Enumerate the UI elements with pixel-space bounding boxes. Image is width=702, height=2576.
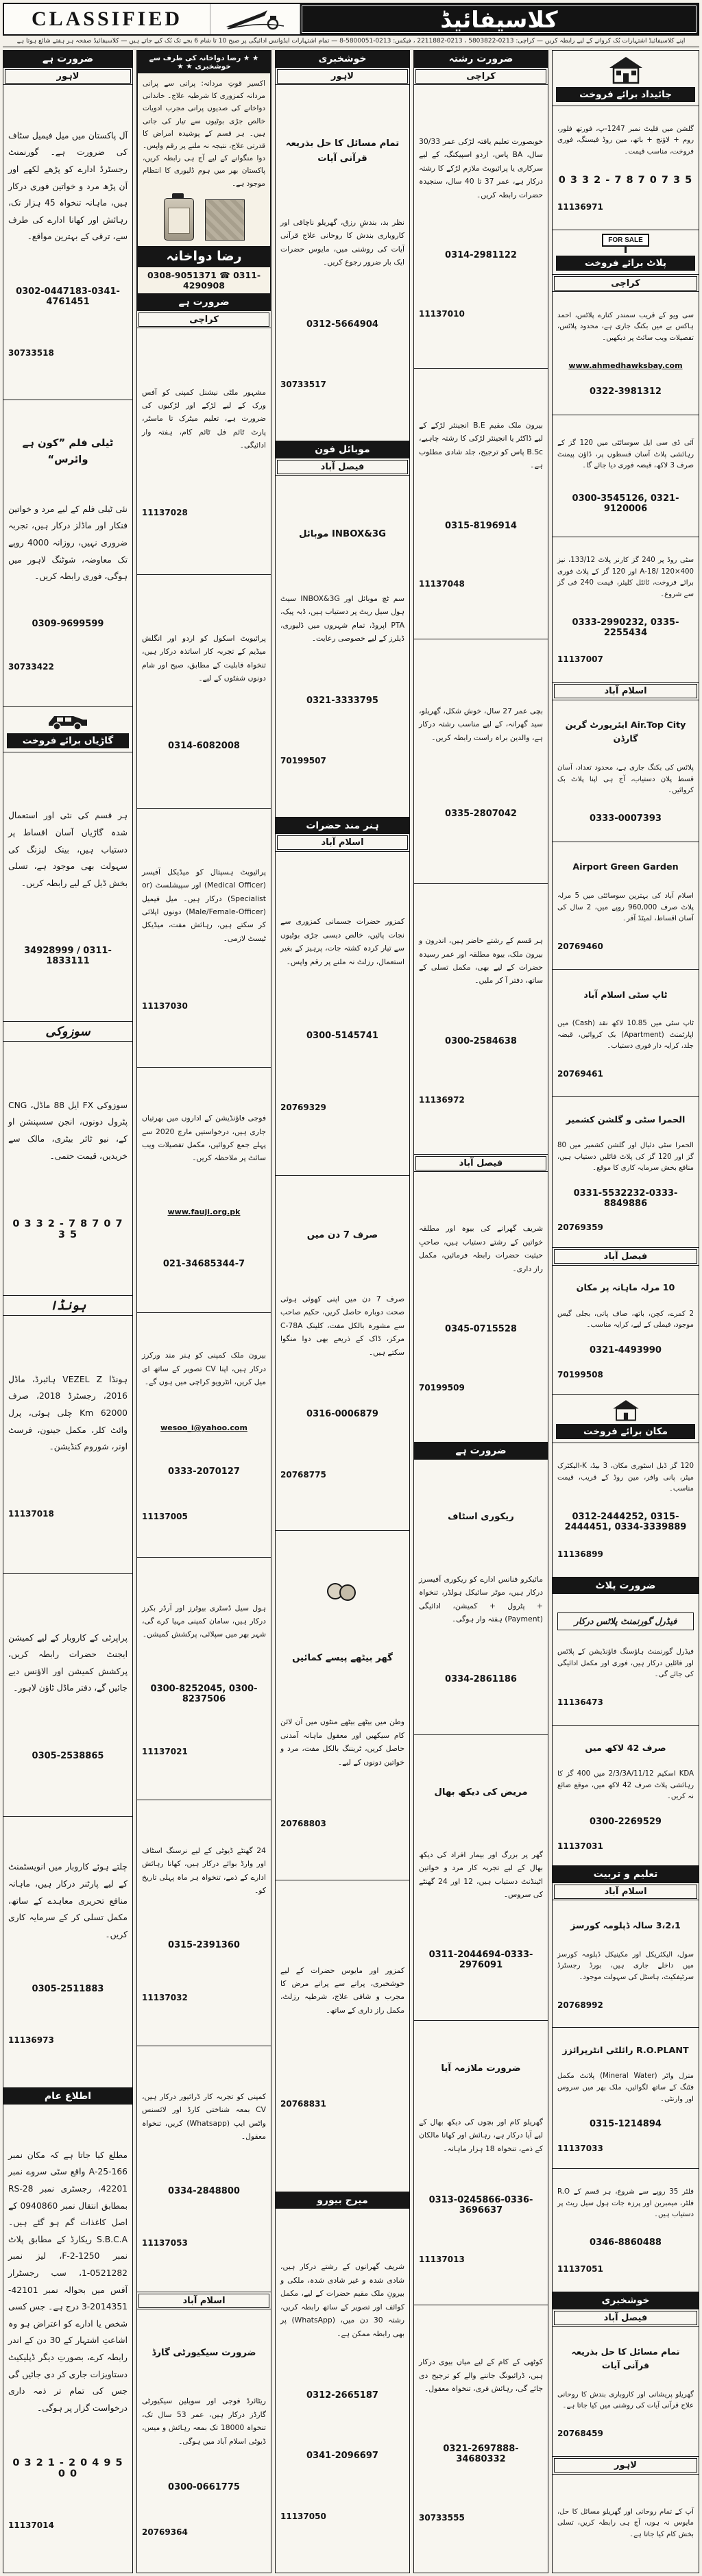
ad-phone-number: 0309-9699599 bbox=[32, 618, 104, 629]
classified-ad bbox=[3, 400, 133, 707]
ad-booking-code: 20768803 bbox=[280, 1819, 326, 1829]
column-5 bbox=[552, 50, 699, 2573]
classified-ad bbox=[275, 84, 410, 442]
ad-booking-code: 30733517 bbox=[280, 380, 326, 390]
medicine-bottle-image bbox=[164, 198, 194, 241]
classified-ad bbox=[552, 415, 699, 537]
classified-ad bbox=[413, 1459, 548, 1736]
ad-website-text: wesoo_i@yahoo.com bbox=[160, 1423, 247, 1433]
ad-body: خوبصورت تعلیم یافتہ لڑکی عمر 30/33 سال، BA پاس، اردو اسپیکنگ، کے لیے سرکاری یا پرائیویٹ ملازم لڑکے کا رشتہ درکار ہے، عمر 37 تا 40 سال، سنجیدہ حضرات رابطہ کریں۔ bbox=[419, 136, 543, 199]
column-4 bbox=[413, 50, 548, 2573]
ad-booking-code: 30733555 bbox=[419, 2513, 465, 2523]
ad-title: INBOX&3G موبائل bbox=[298, 529, 387, 540]
ad-booking-code: 11137007 bbox=[557, 654, 603, 665]
classified-ad bbox=[136, 2309, 271, 2573]
masthead bbox=[3, 3, 699, 36]
section-header: خوشخبری bbox=[552, 2292, 699, 2309]
ad-website-text: www.ahmedhawksbay.com bbox=[568, 360, 683, 370]
ad-phone-number: 0 3 3 2 - 7 8 7 0 7 3 5 bbox=[558, 174, 693, 186]
ad-phone-number: 0315-2391360 bbox=[168, 1939, 240, 1950]
ad-booking-code: 20769364 bbox=[142, 2527, 188, 2537]
ad-phone-number: 0305-2538865 bbox=[32, 1750, 104, 1761]
ad-body: سوزوکی FX ایل 88 ماڈل، CNG پٹرول دونوں، انجن سسپنشن او کے، نیو ٹائر بیٹری، مالک سے خریدیں، قیمت حتمی۔ bbox=[8, 1100, 128, 1161]
classified-ad bbox=[3, 1315, 133, 1574]
ad-body: 2 کمرے، کچن، باتھ، صاف پانی، بجلی گیس موجود، فیملی کے لیے، کرایہ مناسب۔ bbox=[557, 1310, 694, 1329]
ad-booking-code: 11137053 bbox=[142, 2238, 188, 2248]
ad-body: آپ کے تمام روحانی اور گھریلو مسائل کا حل، مایوس نہ ہوں، آج ہی رابطہ کریں، تسلی بخش کام کیا جاتا ہے۔ bbox=[557, 2507, 694, 2538]
section-header: میرج بیورو bbox=[275, 2192, 410, 2209]
ad-booking-code: 20768775 bbox=[280, 1469, 326, 1480]
ad-title: ضرورت سیکیورٹی گارڈ bbox=[152, 2347, 256, 2358]
section-header: گاڑیاں برائے فروخت bbox=[7, 733, 129, 748]
car-icon bbox=[46, 710, 90, 731]
classified-ad bbox=[136, 1312, 271, 1558]
classified-ad bbox=[3, 752, 133, 1022]
ad-booking-code: 11137021 bbox=[142, 1746, 188, 1756]
section-header: پلاٹ برائے فروخت bbox=[556, 256, 695, 271]
product-images bbox=[138, 194, 270, 246]
ad-body: ہونڈا VEZEL Z ہائبرڈ، ماڈل 2016، رجسٹرڈ 2018، صرف 62000 Km چلی ہوئی، پرل وائٹ کلر، مکمل جینون، فرسٹ اونر، شوروم کنڈیشن۔ bbox=[8, 1374, 128, 1452]
classified-ad bbox=[552, 537, 699, 683]
ad-phone-number: 0334-2848800 bbox=[168, 2185, 240, 2196]
ad-phone-number: 0333-2070127 bbox=[168, 1467, 240, 1477]
city-header: اسلام آباد bbox=[136, 2292, 271, 2310]
ad-body: گلشن میں فلیٹ نمبر 1247-پ، فورتھ فلور، روم + لاؤنج + باتھ، مین روڈ فیسنگ، فوری فروخت، مناسب قیمت۔ bbox=[557, 125, 694, 156]
ad-title: صرف 42 لاکھ میں bbox=[585, 1742, 666, 1753]
classified-ad bbox=[552, 1265, 699, 1395]
ad-booking-code: 30733422 bbox=[8, 662, 54, 672]
ad-body: صرف 7 دن میں اپنی کھوئی ہوئی صحت دوبارہ حاصل کریں، حکیم صاحب سے مشورہ بالکل مفت، کلینک C-78A مرکز، ڈاک کے ذریعے بھی دوا منگوا سکتے ہیں۔ bbox=[280, 1295, 404, 1357]
classified-ad bbox=[552, 1725, 699, 1867]
ad-phone-number: 0302-0447183-0341-4761451 bbox=[16, 286, 120, 307]
ad-booking-code: 11137010 bbox=[419, 308, 465, 319]
booking-contact-strip: اپنے کلاسیفائیڈ اشتہارات بُک کروانے کے لیے رابطہ کریں — کراچی: 0213-5803822 ، 0213-2211882 ، فیکس: 0213-5800051-8 — تمام اشتہارات ایڈوانس ادائیگی پر صبح 10 تا شام 6 بجے تک بُک کیے جاتے ہیں — کلاسیفائیڈ صفحہ ہر ہفتے شائع ہوتا ہے bbox=[3, 36, 699, 47]
city-header: اسلام آباد bbox=[552, 682, 699, 700]
city-header: فیصل آباد bbox=[552, 2309, 699, 2327]
city-header: لاہور bbox=[3, 67, 133, 86]
ad-title: گھر بیٹھے پیسے کمائیں bbox=[292, 1652, 393, 1663]
ad-body: گھر پر بزرگ اور بیمار افراد کی دیکھ بھال کے لیے تجربہ کار مرد و خواتین اٹینڈنٹ دستیاب ہیں، 12 اور 24 گھنٹے کی سروس۔ bbox=[419, 1850, 543, 1899]
ad-title: Air.Top City ایئرپورٹ گرین گارڈن bbox=[565, 720, 686, 744]
picture-section bbox=[552, 50, 699, 106]
column-2 bbox=[136, 50, 271, 2573]
ad-body: سول، الیکٹریکل اور مکینیکل ڈپلومہ کورسز میں داخلے جاری ہیں، بورڈ رجسٹرڈ سرٹیفکیٹ، ہاسٹل کی سہولت موجود۔ bbox=[557, 1950, 694, 1981]
display-ad-phone: 0308-9051371 ☎ 0311-4290908 bbox=[138, 267, 270, 293]
display-ad-headline: ★ ★ رضا دواخانہ کی طرف سے خوشخبری ★ ★ bbox=[138, 51, 270, 73]
section-header: تعلیم و تربیت bbox=[552, 1865, 699, 1883]
ad-phone-number: 0300-0661775 bbox=[168, 2482, 240, 2493]
ad-booking-code: 11136973 bbox=[8, 2035, 54, 2046]
city-header: لاہور bbox=[275, 67, 410, 86]
for-sale-sign-text: FOR SALE bbox=[602, 234, 649, 247]
ad-body: فلٹر 35 روپے سے شروع، ہر قسم کے R.O فلٹر، میمبرین اور پرزہ جات ہول سیل ریٹ پر دستیاب ہیں۔ bbox=[557, 2187, 694, 2219]
ad-phone-number: 0322-3981312 bbox=[590, 387, 662, 397]
ad-body: گھریلو کام اور بچوں کی دیکھ بھال کے لیے آیا درکار ہے، رہائش اور کھانا مالکان کے ذمے، تنخواہ 18 ہزار ماہانہ۔ bbox=[419, 2117, 543, 2153]
ad-body: 24 گھنٹے ڈیوٹی کے لیے نرسنگ اسٹاف اور وارڈ بوائے درکار ہیں، کھانا رہائش ادارے کے ذمے، تنخواہ ہر ماہ پہلی تاریخ کو۔ bbox=[142, 1846, 266, 1896]
picture-section bbox=[552, 230, 699, 275]
classified-ad bbox=[136, 574, 271, 809]
ad-phone-number: 34928999 / 0311-1833111 bbox=[24, 945, 112, 966]
classified-ad bbox=[413, 2020, 548, 2306]
ad-phone-number: 0341-2096697 bbox=[306, 2451, 378, 2462]
ad-booking-code: 11137018 bbox=[8, 1509, 54, 1519]
city-header: کراچی bbox=[552, 274, 699, 293]
city-header: فیصل آباد bbox=[275, 458, 410, 476]
for-sale-sign-post bbox=[625, 247, 627, 253]
ad-booking-code: 20769329 bbox=[280, 1103, 326, 1113]
ad-title: 3،2،1 سالہ ڈپلومہ کورسز bbox=[570, 1919, 681, 1930]
ad-phone-number: 0 3 2 1 - 2 0 4 9 5 0 0 bbox=[12, 2457, 123, 2480]
ad-phone-number: 0333-0007393 bbox=[590, 813, 662, 824]
classified-ad bbox=[552, 1900, 699, 2028]
ad-booking-code: 11137013 bbox=[419, 2255, 465, 2265]
ad-body: پلاٹس کی بکنگ جاری ہے، محدود تعداد، آسان قسط پلان دستیاب، آج ہی اپنا پلاٹ بک کروائیں۔ bbox=[557, 764, 694, 795]
ad-body: بیرون ملک مقیم B.E انجینئر لڑکے کے لیے ڈاکٹر یا انجینئر لڑکی کا رشتہ چاہیے، B.Sc پاس کو ترجیح، جلد شادی مطلوب ہے۔ bbox=[419, 421, 544, 470]
column-1 bbox=[3, 50, 133, 2573]
ad-phone-number: 0312-2665187 bbox=[306, 2390, 378, 2401]
ad-body: پراپرٹی کے کاروبار کے لیے کمیشن ایجنٹ حضرات رابطہ کریں، پرکشش کمیشن اور الاؤنس دیے جائیں گے، دفتر ماڈل ٹاؤن لاہور۔ bbox=[8, 1632, 128, 1693]
classified-ad bbox=[552, 1096, 699, 1249]
classified-ad bbox=[413, 1734, 548, 2022]
ad-body: آئی ڈی سی ایل سوسائٹی میں 120 گز کے رہائشی پلاٹ آسان قسطوں پر، ڈاؤن پیمنٹ صرف 3 لاکھ، قبضہ فوری دیا جائے گا۔ bbox=[557, 439, 694, 470]
ad-title: R.O.PLANT رائلٹی انٹرپرائزز bbox=[562, 2044, 689, 2055]
ad-booking-code: 70199508 bbox=[557, 1369, 603, 1379]
ad-booking-code: 11137032 bbox=[142, 1992, 188, 2002]
ad-phone-number: 0333-2990232, 0335-2255434 bbox=[572, 617, 679, 638]
brand-header: سوزوکی bbox=[3, 1021, 133, 1042]
ad-booking-code: 70199509 bbox=[419, 1382, 465, 1393]
classified-ad bbox=[552, 291, 699, 415]
classified-ad bbox=[552, 2326, 699, 2457]
for-sale-sign bbox=[602, 234, 649, 253]
city-header: لاہور bbox=[552, 2456, 699, 2475]
ad-phone-number: 0314-2981122 bbox=[445, 249, 517, 260]
ad-booking-code: 70199507 bbox=[280, 755, 326, 765]
ad-body: آل پاکستان میں میل فیمیل سٹاف کی ضرورت ہے۔ گورنمنٹ رجسٹرڈ ادارے کو پڑھے لکھے اور اَن پڑھ مرد و خواتین فوری درکار ہیں، ماہانہ تنخواہ 45 ہزار تک، رہائش اور کھانا ادارے کی طرف سے، ترقی کے بہترین مواقع۔ bbox=[8, 130, 128, 242]
classified-ad bbox=[413, 368, 548, 639]
section-header: ضرورت پلاٹ bbox=[552, 1577, 699, 1595]
classified-ad bbox=[136, 1067, 271, 1313]
picture-section bbox=[3, 706, 133, 752]
classified-ad bbox=[552, 1443, 699, 1578]
ad-title: ضرورت ملازمہ آیا bbox=[441, 2063, 521, 2074]
house-icon bbox=[607, 54, 645, 84]
ad-body: نئی ٹیلی فلم کے لیے مرد و خواتین فنکار اور ماڈلز درکار ہیں، تجربہ ضروری نہیں، روزانہ 4000 روپے تک معاوضہ، شوٹنگ لاہور میں ہوگی، فوری رابطہ کریں۔ bbox=[8, 504, 128, 582]
ad-body: سی ویو کے قریب سمندر کنارے پلاٹس، احمد ہاکس بے میں بکنگ جاری ہے، محدود پلاٹس، تفصیلات ویب سائٹ پر دیکھیں۔ bbox=[557, 311, 694, 342]
ad-booking-code: 11137031 bbox=[557, 1841, 603, 1851]
classified-ad bbox=[413, 883, 548, 1155]
ad-body: ہول سیل ڈسٹری بیوٹرز اور آرڈر بکرز درکار ہیں، سامان کمپنی مہیا کرے گی، شہر بھر میں سپلائی، پرکشش کمیشن۔ bbox=[142, 1603, 266, 1639]
classified-ad bbox=[275, 851, 410, 1177]
section-header: ہنر مند حضرات bbox=[275, 817, 410, 835]
classified-ad bbox=[275, 2208, 410, 2573]
classified-ad bbox=[136, 808, 271, 1068]
classified-ad bbox=[3, 1041, 133, 1296]
ad-phone-number: 0311-2044694-0333-2976091 bbox=[428, 1950, 533, 1971]
ad-body: پرائیویٹ اسکول کو اردو اور انگلش میڈیم کے تجربہ کار اساتذہ درکار ہیں، تنخواہ قابلیت کے مطابق، صبح اور شام دونوں شفٹوں کے لیے۔ bbox=[142, 633, 266, 683]
display-ad-body: اکسیر قوتِ مردانہ: پرانی سے پرانی مردانہ کمزوری کا شرطیہ علاج۔ خاندانی دواخانے کی صدیوں پرانی مجرب ادویات خالص جڑی بوٹیوں سے تیار کی جاتی ہیں۔ ہر قسم کے پوشیدہ امراض کا قدرتی علاج، نتیجہ نہ ملنے پر رقم واپس۔ دوا منگوانے کے لیے آج ہی رابطہ کریں، پاکستان بھر میں ہوم ڈلیوری کا انتظام موجود ہے۔ bbox=[143, 79, 265, 188]
section-header: ضرورت ہے bbox=[413, 1442, 548, 1460]
coin bbox=[339, 1584, 356, 1601]
section-header: ضرورت ہے bbox=[136, 293, 271, 311]
money-icon bbox=[280, 1583, 404, 1601]
money-icon bbox=[327, 1583, 359, 1601]
ad-booking-code: 20769460 bbox=[557, 942, 603, 952]
picture-section bbox=[552, 1394, 699, 1443]
ad-phone-number: 0315-8196914 bbox=[445, 520, 517, 531]
classified-ad bbox=[552, 969, 699, 1098]
ad-phone-number: 0305-2511883 bbox=[32, 1984, 104, 1995]
ad-phone-number: 0312-5664904 bbox=[306, 319, 378, 330]
classified-ad bbox=[413, 84, 548, 369]
ad-body: مشہور ملٹی نیشنل کمپنی کو آفس ورک کے لیے لڑکے اور لڑکیوں کی ضرورت ہے، تعلیم میٹرک تا ماسٹر، پارٹ ٹائم فل ٹائم کام، ہفتہ وار ادائیگی۔ bbox=[142, 387, 266, 450]
ad-body: کمزور اور مایوس حضرات کے لیے خوشخبری، پرانے سے پرانے مرض کا مجرب و شافی علاج، شرطیہ رزلٹ، مکمل راز داری کے ساتھ۔ bbox=[280, 1965, 404, 2015]
ad-body: کمزور حضرات جسمانی کمزوری سے نجات پائیں، خالص دیسی جڑی بوٹیوں سے تیار کردہ کشتہ جات، پرہیز کے بغیر استعمال، رزلٹ نہ ملنے پر رقم واپس۔ bbox=[280, 917, 404, 966]
ad-booking-code: 11136899 bbox=[557, 1549, 603, 1559]
ad-body: شریف گھرانے کی بیوہ اور مطلقہ خواتین کے رشتے دستیاب ہیں، صاحبِ حیثیت حضرات رابطہ فرمائیں، مکمل راز داری۔ bbox=[419, 1224, 543, 1273]
classified-ad bbox=[275, 1530, 410, 1880]
ad-body: ریٹائرڈ فوجی اور سویلین سیکیورٹی گارڈز درکار ہیں، عمر 53 سال تک، تنخواہ 18000 تک بمعہ رہائش و میس، ڈیوٹی اسلام آباد میں ہوگی۔ bbox=[142, 2396, 266, 2446]
ad-phone-number: 0 3 3 2 - 7 8 7 0 7 3 5 bbox=[12, 1218, 123, 1240]
ad-booking-code: 11137005 bbox=[142, 1511, 188, 1521]
ad-phone-number: 0316-0006879 bbox=[306, 1409, 378, 1420]
classified-ad bbox=[3, 1816, 133, 2088]
section-header: خوشخبری bbox=[275, 50, 410, 68]
classified-ad bbox=[552, 106, 699, 231]
display-ad-dawakhana bbox=[136, 50, 271, 295]
ad-body: نظر بد، بندشِ رزق، گھریلو ناچاقی اور کاروباری بندش کا روحانی علاج قرآنی آیات کی روشنی میں، مایوس حضرات ایک بار ضرور رجوع کریں۔ bbox=[280, 218, 404, 267]
classified-ad bbox=[275, 1175, 410, 1532]
ad-phone-number: 0300-2584638 bbox=[445, 1035, 517, 1046]
city-header: اسلام آباد bbox=[552, 1882, 699, 1901]
ad-booking-code: 11137030 bbox=[142, 1001, 188, 1011]
classified-ad bbox=[552, 700, 699, 843]
ad-booking-code: 11137048 bbox=[419, 579, 465, 589]
classified-ad bbox=[552, 2474, 699, 2573]
ad-body: الحمرا سٹی دئیال اور گلشن کشمیر میں 80 گز اور 120 گز کی پلاٹ فائلیں دستیاب ہیں، منافع بخش سرمایہ کاری کا موقع۔ bbox=[557, 1142, 694, 1173]
ad-booking-code: 20768831 bbox=[280, 2098, 326, 2109]
classified-ad bbox=[552, 842, 699, 970]
ad-title: صرف 7 دن میں bbox=[306, 1229, 378, 1240]
ad-title: تمام مسائل کا حل بذریعہ قرآنی آیات bbox=[571, 2346, 680, 2371]
masthead-title-english: CLASSIFIED bbox=[31, 8, 183, 30]
ad-booking-code: 30733518 bbox=[8, 347, 54, 358]
ad-body: پرائیویٹ ہسپتال کو میڈیکل آفیسر (Medical Officer) اور سپیشلسٹ (or Specialist) درکار ہیں۔ میل فیمیل (Male/Female-Officer) دونوں اپلائی کر سکتے ہیں، رہائش مفت، میڈیکل ٹیسٹ لازمی۔ bbox=[142, 867, 267, 943]
ad-body: گھریلو پریشانی اور کاروباری بندش کا روحانی علاج قرآنی آیات کی روشنی میں کیا جاتا ہے۔ bbox=[557, 2390, 694, 2410]
ad-booking-code: 20769461 bbox=[557, 1069, 603, 1079]
classified-ad bbox=[552, 2168, 699, 2293]
ad-body: فیڈرل گورنمنٹ ہاؤسنگ فاؤنڈیشن کے پلاٹس اور فائلیں درکار ہیں، فوری اور مکمل ادائیگی کی جائے گی۔ bbox=[557, 1648, 694, 1679]
housesm-icon bbox=[611, 1398, 641, 1421]
ad-phone-number: 0321-2697888-34680332 bbox=[443, 2444, 519, 2465]
ad-body: ہر قسم کے رشتے حاضر ہیں، اندرون و بیرون ملک، بیوہ مطلقہ اور عمر رسیدہ حضرات کے لیے بھی، مکمل تسلی کے ساتھ، دفتر آ کر ملیں۔ bbox=[419, 936, 543, 985]
ad-booking-code: 11136473 bbox=[557, 1697, 603, 1708]
classified-ad bbox=[136, 328, 271, 575]
ad-body: اسلام آباد کی بہترین سوسائٹی میں 5 مرلہ پلاٹ صرف 960,000 روپے میں، 2 سال کی آسان اقساط، لمیٹڈ آفر۔ bbox=[557, 892, 694, 923]
display-ad-brand-name: رضا دواخانہ bbox=[138, 246, 270, 267]
ad-phone-number: 0312-2444252, 0315-2444451, 0334-3339889 bbox=[564, 1512, 687, 1533]
section-header: مکان برائے فروخت bbox=[556, 1424, 695, 1439]
ad-phone-number: 0300-2269529 bbox=[590, 1817, 662, 1828]
ad-title: ریکوری اسٹاف bbox=[448, 1511, 514, 1522]
section-header: موبائل فون bbox=[275, 441, 410, 458]
ad-booking-code: 11136972 bbox=[419, 1094, 465, 1105]
brand-header: ہونڈا bbox=[3, 1295, 133, 1316]
ad-phone-number: 0300-5145741 bbox=[306, 1030, 378, 1041]
ad-body: مائیکرو فنانس ادارے کو ریکوری آفیسرز درکار ہیں، موٹر سائیکل ہولڈر، تنخواہ + پٹرول + کمیشن، ادائیگی (Payment) ہفتہ وار ہوگی۔ bbox=[419, 1574, 543, 1623]
classified-ad bbox=[136, 1800, 271, 2046]
ad-website-text: www.fauji.org.pk bbox=[167, 1207, 241, 1216]
classified-ad bbox=[136, 2046, 271, 2292]
section-header: ضرورت رشتہ bbox=[413, 50, 548, 68]
ad-body: وطن میں بیٹھے بیٹھے منٹوں میں آن لائن کام سیکھیں اور معقول ماہانہ آمدنی حاصل کریں، ٹریننگ بالکل مفت، مرد و خواتین دونوں کے لیے۔ bbox=[280, 1717, 404, 1767]
ad-body: سٹی روڈ پر 240 گز کارنر پلاٹ 133/12، نیز 400×120 /18-A اور 120 گز کے پلاٹ فوری برائے فروخت، ٹائٹل کلیئر، قیمت 240 فی گز سے شروع۔ bbox=[557, 556, 694, 598]
ad-phone-number: 0335-2807042 bbox=[445, 808, 517, 819]
ad-phone-number: 0300-8252045, 0300-8237506 bbox=[150, 1683, 258, 1704]
ad-phone-number: 0300-3545126, 0321-9120006 bbox=[572, 493, 679, 515]
city-header: فیصل آباد bbox=[413, 1154, 548, 1173]
ad-booking-code: 20768992 bbox=[557, 2000, 603, 2010]
ad-phone-number: 021-34685344-7 bbox=[162, 1258, 245, 1269]
ad-phone-number: 0346-8860488 bbox=[590, 2237, 662, 2248]
ad-phone-number: 0321-3333795 bbox=[306, 695, 378, 706]
ad-title: فیڈرل گورنمنٹ پلاٹس درکار bbox=[557, 1612, 694, 1630]
ad-phone-number: 0345-0715528 bbox=[445, 1323, 517, 1334]
ad-title: مریض کی دیکھ بھال bbox=[434, 1787, 528, 1798]
ad-body: کوٹھی کے کام کے لیے میاں بیوی درکار ہیں، ڈرائیونگ جاننے والے کو ترجیح دی جائے گی، رہائش فری، تنخواہ معقول۔ bbox=[419, 2357, 543, 2393]
section-header: اطلاع عام bbox=[3, 2087, 133, 2105]
classified-ad bbox=[552, 1593, 699, 1726]
ad-body: فوجی فاؤنڈیشن کے اداروں میں بھرتیاں جاری ہیں، درخواستیں مارچ 2020 سے پہلے جمع کروائیں، مکمل تفصیلات ویب سائٹ پر ملاحظہ کریں۔ bbox=[142, 1114, 266, 1163]
columns bbox=[3, 47, 699, 2573]
classified-ad bbox=[552, 2027, 699, 2169]
ad-body: ٹاپ سٹی میں 10.85 لاکھ نقد (Cash) میں اپارٹمنٹ (Apartment) بک کروائیں، قبضہ جلد، کرایہ دار فوری دستیاب۔ bbox=[557, 1020, 694, 1051]
classified-ad bbox=[275, 1880, 410, 2192]
classified-ad bbox=[136, 1557, 271, 1801]
ad-booking-code: 20768459 bbox=[557, 2429, 603, 2439]
ad-body: مطلع کیا جاتا ہے کہ مکان نمبر 166-25-A واقع سٹی سروے نمبر 42201، رجسٹری نمبر RS-28 بمطابق انتقال نمبر 0940860 کے اصل کاغذات گم ہو گئے ہیں۔ S.B.C.A ریکارڈ کے مطابق پلاٹ نمبر 1250-F-2، لیز نمبر 0521282-1، سب رجسٹرار آفس میں بحوالہ نمبر 42101-2014351-3 درج ہے۔ جس کسی شخص یا ادارے کو اعتراض ہو وہ اشاعتِ اشتہار کے 30 دن کے اندر رابطہ کرے، بصورتِ دیگر ڈپلیکیٹ دستاویزات جاری کر دی جائیں گی جس کی تمام تر ذمہ داری درخواست گزار پر ہوگی۔ bbox=[8, 2150, 128, 2413]
classified-ad bbox=[3, 2104, 133, 2573]
classified-ad bbox=[275, 475, 410, 818]
ad-body: بچی عمر 27 سال، خوش شکل، گھریلو، سید گھرانہ، کے لیے مناسب رشتہ درکار ہے، والدین براہ راست رابطہ کریں۔ bbox=[419, 707, 543, 742]
ad-body: بیرون ملک کمپنی کو ہنر مند ورکرز درکار ہیں، اپنا CV تصویر کے ساتھ ای میل کریں، انٹرویو کراچی میں ہوں گے۔ bbox=[142, 1351, 267, 1387]
ad-phone-number: 0321-4493990 bbox=[590, 1345, 662, 1356]
ad-body: سم ٹچ موبائل اور INBOX&3G سیٹ ہول سیل ریٹ پر دستیاب ہیں، ڈبہ پیک، PTA اپروڈ، تمام شہروں میں ڈلیوری، ڈیلرز کے لیے خصوصی رعایت۔ bbox=[280, 593, 405, 643]
ad-title: ٹاپ سٹی اسلام آباد bbox=[583, 989, 668, 1000]
ad-booking-code: 20769359 bbox=[557, 1223, 603, 1233]
ad-phone-number: 0331-5532232-0333-8849886 bbox=[573, 1188, 678, 1210]
ad-body: 120 گز ڈبل اسٹوری مکان، 3 بیڈ، K-الیکٹرک میٹر، پانی وافر، مین روڈ کے قریب، قیمت مناسب۔ bbox=[557, 1462, 694, 1493]
section-header: ضرورت ہے bbox=[3, 50, 133, 68]
ad-body: شریف گھرانوں کے رشتے درکار ہیں، شادی شدہ و غیر شادی شدہ، ملکی و بیرونِ ملک مقیم حضرات کے لیے، مکمل کوائف اور تصویر کے ساتھ رابطہ کریں، رشتہ 30 دن میں، (WhatsApp) پر بھی رابطہ ممکن ہے۔ bbox=[280, 2262, 405, 2338]
ad-body: چلتے ہوئے کاروبار میں انویسٹمنٹ کے لیے پارٹنر درکار ہیں، ماہانہ منافع تحریری معاہدے کے ساتھ، مکمل تسلی کر کے سرمایہ کاری کریں۔ bbox=[8, 1862, 128, 1939]
classified-ad bbox=[3, 1573, 133, 1817]
section-header: جائیداد برائے فروخت bbox=[556, 87, 695, 102]
ad-booking-code: 11137050 bbox=[280, 2511, 326, 2521]
ad-booking-code: 11137028 bbox=[142, 507, 188, 517]
city-header: فیصل آباد bbox=[552, 1247, 699, 1266]
pen-icon bbox=[210, 4, 300, 34]
forsale-icon bbox=[602, 234, 649, 253]
city-header: کراچی bbox=[136, 310, 271, 329]
classified-ad bbox=[413, 639, 548, 885]
ad-title: الحمرا سٹی و گلشن کشمیر bbox=[566, 1114, 686, 1125]
ad-phone-number: 0315-1214894 bbox=[590, 2119, 662, 2130]
ad-title: ٹیلی فلم ”کون ہے وائرس“ bbox=[22, 437, 114, 465]
ad-body: KDA اسکیم 2/3/3A/11/12 میں 400 گز کا رہائشی پلاٹ صرف 42 لاکھ میں، موقع ضائع نہ کریں۔ bbox=[557, 1770, 694, 1801]
ad-booking-code: 11137014 bbox=[8, 2520, 54, 2531]
ad-phone-number: 0313-0245866-0336-3696637 bbox=[428, 2194, 533, 2216]
classified-ad bbox=[413, 1171, 548, 1443]
ad-booking-code: 11137033 bbox=[557, 2143, 603, 2153]
medicine-pack-image bbox=[205, 199, 245, 241]
classified-ad bbox=[413, 2305, 548, 2573]
ad-body: ہر قسم کی نئی اور استعمال شدہ گاڑیاں آسان اقساط پر دستیاب ہیں، بینک لیزنگ کی سہولت بھی موجود ہے، تسلی بخش ڈیل کے لیے رابطہ کریں۔ bbox=[8, 811, 128, 888]
ad-phone-number: 0314-6082008 bbox=[168, 740, 240, 751]
ad-booking-code: 11137051 bbox=[557, 2264, 603, 2274]
masthead-title-urdu: کلاسیفائیڈ bbox=[300, 4, 698, 34]
column-3 bbox=[275, 50, 410, 2573]
ad-body: منرل واٹر (Mineral Water) پلانٹ مکمل فٹنگ کے ساتھ لگوائیں، ملک بھر میں سروس اور وارنٹی۔ bbox=[557, 2072, 694, 2103]
ad-title: 10 مرلہ ماہانہ پر مکان bbox=[576, 1282, 675, 1293]
classified-ad bbox=[3, 84, 133, 401]
ad-booking-code: 11136971 bbox=[557, 202, 603, 212]
ad-title: تمام مسائل کا حل بذریعہ قرآنی آیات bbox=[285, 138, 400, 164]
city-header: اسلام آباد bbox=[275, 833, 410, 852]
ad-title: Airport Green Garden bbox=[572, 861, 679, 872]
ad-body: کمپنی کو تجربہ کار ڈرائیور درکار ہیں، CV بمعہ شناختی کارڈ اور لائسنس واٹس ایپ (Whatsapp) کریں، تنخواہ معقول۔ bbox=[142, 2092, 266, 2142]
city-header: کراچی bbox=[413, 67, 548, 86]
ad-phone-number: 0334-2861186 bbox=[445, 1674, 517, 1685]
